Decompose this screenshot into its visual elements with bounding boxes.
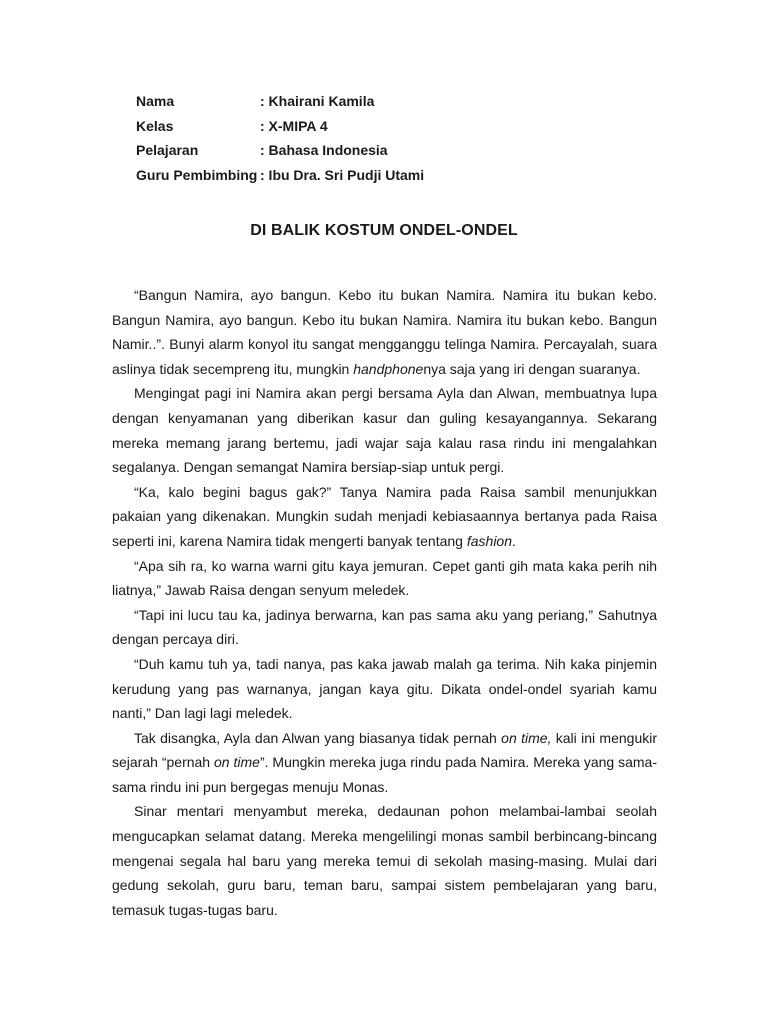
paragraph-text: Tak disangka, Ayla dan Alwan yang biasanya tidak pernah (134, 729, 502, 746)
paragraph-text: “Duh kamu tuh ya, tadi nanya, pas kaka jawab malah ga terima. Nih kaka pinjemin kerudung yang pas warnanya, jangan kaya gitu. Dikata ondel-ondel syariah kamu nanti,” Dan lagi lagi meledek. (112, 655, 657, 722)
story-paragraph (112, 381, 657, 479)
paragraph-text: “Tapi ini lucu tau ka, jadinya berwarna, kan pas sama aku yang periang,” Sahutnya dengan percaya diri. (112, 606, 657, 648)
info-label: Guru Pembimbing (136, 166, 258, 183)
info-label: Nama (136, 93, 175, 109)
info-label: Pelajaran (136, 142, 199, 158)
paragraph-text: nya saja yang iri dengan suaranya. (423, 360, 641, 377)
paragraph-text: “Ka, kalo begini bagus gak?” Tanya Namira pada Raisa sambil menunjukkan pakaian yang dikenakan. Mungkin sudah menjadi kebiasaannya bertanya pada Raisa seperti ini, karena Namira tidak mengerti banyak tentang (112, 483, 657, 549)
story-paragraph (112, 603, 657, 652)
story-paragraph (112, 652, 657, 726)
paragraph-text: Sinar mentari menyambut mereka, dedaunan pohon melambai-lambai seolah mengucapkan selamat datang. Mereka mengelilingi monas sambil berbincang-bincang mengenai segala hal baru yang mereka temui di sekolah masing-masing. Mulai dari gedung sekolah, guru baru, teman baru, sampai sistem pembelajaran yang baru, temasuk tugas-tugas baru. (112, 803, 657, 918)
paragraph-text: “Apa sih ra, ko warna warni gitu kaya jemuran. Cepet ganti gih mata kaka perih nih liatnya,” Jawab Raisa dengan senyum meledek. (112, 557, 657, 599)
info-row-teacher (136, 164, 424, 189)
italic-text: on time, (501, 729, 552, 746)
story-paragraph (112, 726, 657, 800)
story-paragraph (112, 554, 657, 603)
italic-text: handphone (353, 360, 424, 377)
story-title: DI BALIK KOSTUM ONDEL-ONDEL (250, 222, 518, 239)
story-paragraph (112, 799, 657, 922)
italic-text: fashion (466, 532, 513, 549)
info-value: : Ibu Dra. Sri Pudji Utami (260, 166, 425, 183)
paragraph-text: kali ini mengukir sejarah “pernah (112, 729, 657, 771)
paragraph-text: ”. Mungkin mereka juga rindu pada Namira. Mereka yang sama-sama rindu ini pun bergegas menuju Monas. (112, 754, 657, 795)
info-row-class (136, 115, 424, 140)
paragraph-text: . (512, 532, 516, 549)
info-value: : Bahasa Indonesia (260, 142, 388, 158)
info-value: : X-MIPA 4 (260, 117, 328, 134)
info-row-subject (136, 139, 424, 164)
story-body (112, 283, 657, 922)
story-paragraph (112, 480, 657, 554)
italic-text: on time (214, 754, 260, 771)
paragraph-text: Mengingat pagi ini Namira akan pergi bersama Ayla dan Alwan, membuatnya lupa dengan kenyamanan yang diberikan kasur dan guling kesayangannya. Sekarang mereka memang jarang bertemu, jadi wajar saja kalau rasa rindu ini mengalahkan segalanya. Dengan semangat Namira bersiap-siap untuk pergi. (112, 385, 657, 476)
paragraph-text: “Bangun Namira, ayo bangun. Kebo itu bukan Namira. Namira itu bukan kebo. Bangun Namira, ayo bangun. Kebo itu bukan Namira. Namira itu bukan kebo. Bangun Namir..”. Bunyi alarm konyol itu sangat mengganggu telinga Namira. Percayalah, suara aslinya tidak secempreng itu, mungkin (112, 287, 657, 377)
info-row-name (136, 90, 424, 115)
story-paragraph (112, 283, 657, 381)
info-label: Kelas (136, 117, 174, 134)
student-info-block (136, 90, 424, 188)
info-value: : Khairani Kamila (260, 93, 375, 109)
